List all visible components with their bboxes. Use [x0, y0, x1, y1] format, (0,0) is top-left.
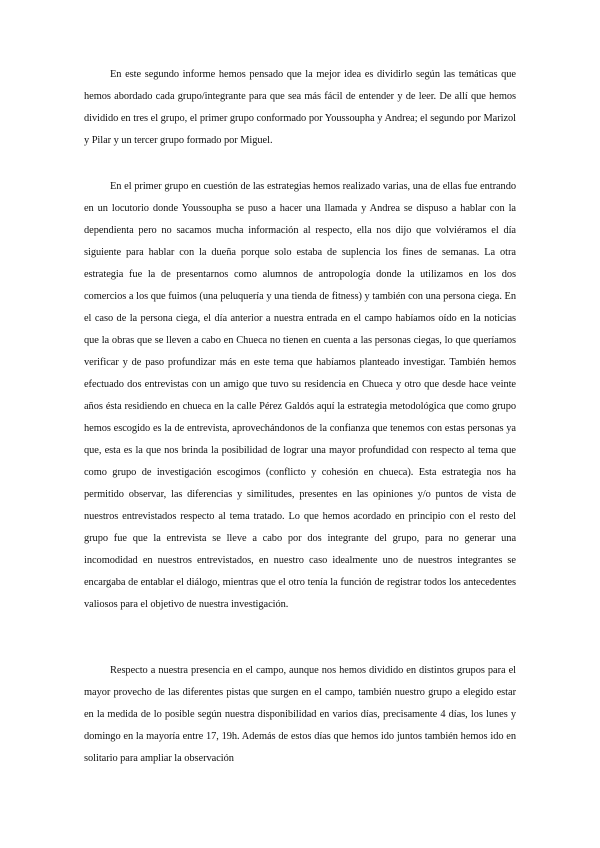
- paragraph-first-group-strategies: En el primer grupo en cuestión de las estrategias hemos realizado varias, una de ellas fue entrando en un locutorio donde Youssoupha se puso a hacer una llamada y Andrea se dispuso a hablar con la dependienta pero no sacamos mucha información al respecto, ella nos dijo que volviéramos el día siguiente para hablar con la dueña porque solo estaba de suplencia los fines de semanas. La otra estrategia fue la de presentarnos como alumnos de antropología donde la utilizamos en los dos comercios a los que fuimos (una peluquería y una tienda de fitness) y también con una persona ciega. En el caso de la persona ciega, el día anterior a nuestra entrada en el campo habíamos oído en la noticias que la obras que se lleven a cabo en Chueca no tienen en cuenta a las personas ciegas, lo que queríamos verificar y de paso profundizar más en este tema que habíamos planteado investigar. También hemos efectuado dos entrevistas con un amigo que tuvo su residencia en Chueca y otro que desde hace veinte años ésta residiendo en chueca en la calle Pérez Galdós aquí la estrategia metodológica que como grupo hemos escogido es la de entrevista, aprovechándonos de la confianza que tenemos con estas personas ya que, esta es la que nos brinda la posibilidad de lograr una mayor profundidad con respecto al tema que como grupo de investigación escogimos (conflicto y cohesión en chueca). Esta estrategia nos ha permitido observar, las diferencias y similitudes, presentes en las opiniones y/o puntos de vista de nuestros entrevistados respecto al tema tratado. Lo que hemos acordado en principio con el resto del grupo fue que la entrevista se lleve a cabo por dos integrante del grupo, para no generar una incomodidad en nuestros entrevistados, en nuestro caso idealmente uno de nuestros integrantes se encargaba de entablar el diálogo, mientras que el otro tenía la función de registrar todos los antecedentes valiosos para el objetivo de nuestra investigación.: [84, 181, 516, 610]
- paragraph-field-presence: Respecto a nuestra presencia en el campo, aunque nos hemos dividido en distintos grupos para el mayor provecho de las diferentes pistas que surgen en el campo, también nuestro grupo a elegido estar en la medida de lo posible según nuestra disponibilidad en varios días, precisamente 4 días, los lunes y domingo en la mayoría entre 17, 19h. Además de estos días que hemos ido juntos también hemos ido en solitario para ampliar la observación: [84, 665, 516, 764]
- paragraph-intro: En este segundo informe hemos pensado que la mejor idea es dividirlo según las temáticas que hemos abordado cada grupo/integrante para que sea más fácil de entender y de leer. De allí que hemos dividido en tres el grupo, el primer grupo conformado por Youssoupha y Andrea; el segundo por Marizol y Pilar y un tercer grupo formado por Miguel.: [84, 69, 516, 146]
